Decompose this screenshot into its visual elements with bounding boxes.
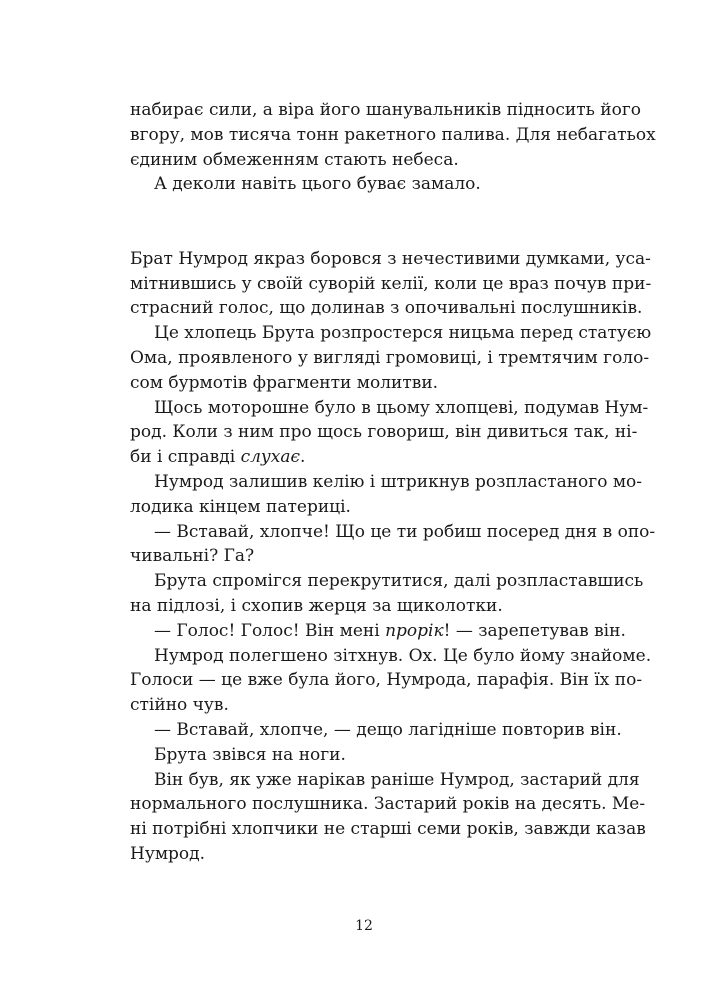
text-line: страсний голос, що долинав з опочивальні послушників. — [130, 298, 643, 319]
text-line: лодика кінцем патериці. — [130, 496, 351, 517]
text-line: А деколи навіть цього буває замало. — [154, 174, 481, 195]
text-line: би і справді слухає. — [130, 447, 306, 468]
emphasis: прорік — [385, 620, 444, 641]
text-line: на підлозі, і схопив жерця за щиколотки. — [130, 595, 503, 616]
text-line: — Голос! Голос! Він мені прорік! — зарепетував він. — [154, 620, 626, 641]
text-line: — Вставай, хлопче, — дещо лагідніше повторив він. — [154, 719, 622, 740]
text-line: Брута звівся на ноги. — [154, 744, 346, 765]
text-line: Щось моторошне було в цьому хлопцеві, подумав Нум- — [154, 397, 649, 418]
text-line: вгору, мов тисяча тонн ракетного палива. Для небагатьох — [130, 124, 656, 145]
text-line: — Вставай, хлопче! Що це ти робиш посеред дня в опо- — [154, 521, 656, 542]
text-line: Нумрод залишив келію і штрикнув розпластаного мо- — [154, 471, 643, 492]
section-break — [130, 197, 600, 247]
text-line: Голоси — це вже була його, Нумрода, парафія. Він їх по- — [130, 670, 643, 691]
text-line: Брута спромігся перекрутитися, далі розпластавшись — [154, 571, 644, 592]
text-line: сом бурмотів фрагменти молитви. — [130, 372, 439, 393]
text-line: Це хлопець Брута розпростерся ницьма перед статуєю — [154, 323, 652, 344]
text-line: род. Коли з ним про щось говориш, він дивиться так, ні- — [130, 422, 638, 443]
text-line: мітнившись у своїй суворій келії, коли це враз почув при- — [130, 273, 652, 294]
page-number: 12 — [355, 918, 373, 934]
book-page-text — [130, 98, 656, 867]
text-line: Брат Нумрод якраз боровся з нечестивими думками, уса- — [130, 248, 651, 269]
text-line: набирає сили, а віра його шанувальників підносить його — [130, 100, 641, 120]
text-line: Нумрод полегшено зітхнув. Ох. Це було йому знайоме. — [154, 645, 652, 666]
text-line: ні потрібні хлопчики не старші семи років, завжди казав — [130, 819, 646, 840]
text-line: Він був, як уже нарікав раніше Нумрод, застарий для — [154, 769, 640, 790]
text-line: Ома, проявленого у вигляді громовиці, і тремтячим голо- — [130, 347, 650, 368]
text-line: Нумрод. — [130, 843, 206, 864]
text-line: стійно чув. — [130, 695, 229, 716]
text-line: чивальні? Га? — [130, 546, 255, 567]
emphasis: слухає — [240, 447, 301, 468]
text-line: нормального послушника. Застарий років на десять. Ме- — [130, 794, 646, 815]
text-line: єдиним обмеженням стають небеса. — [130, 149, 459, 170]
